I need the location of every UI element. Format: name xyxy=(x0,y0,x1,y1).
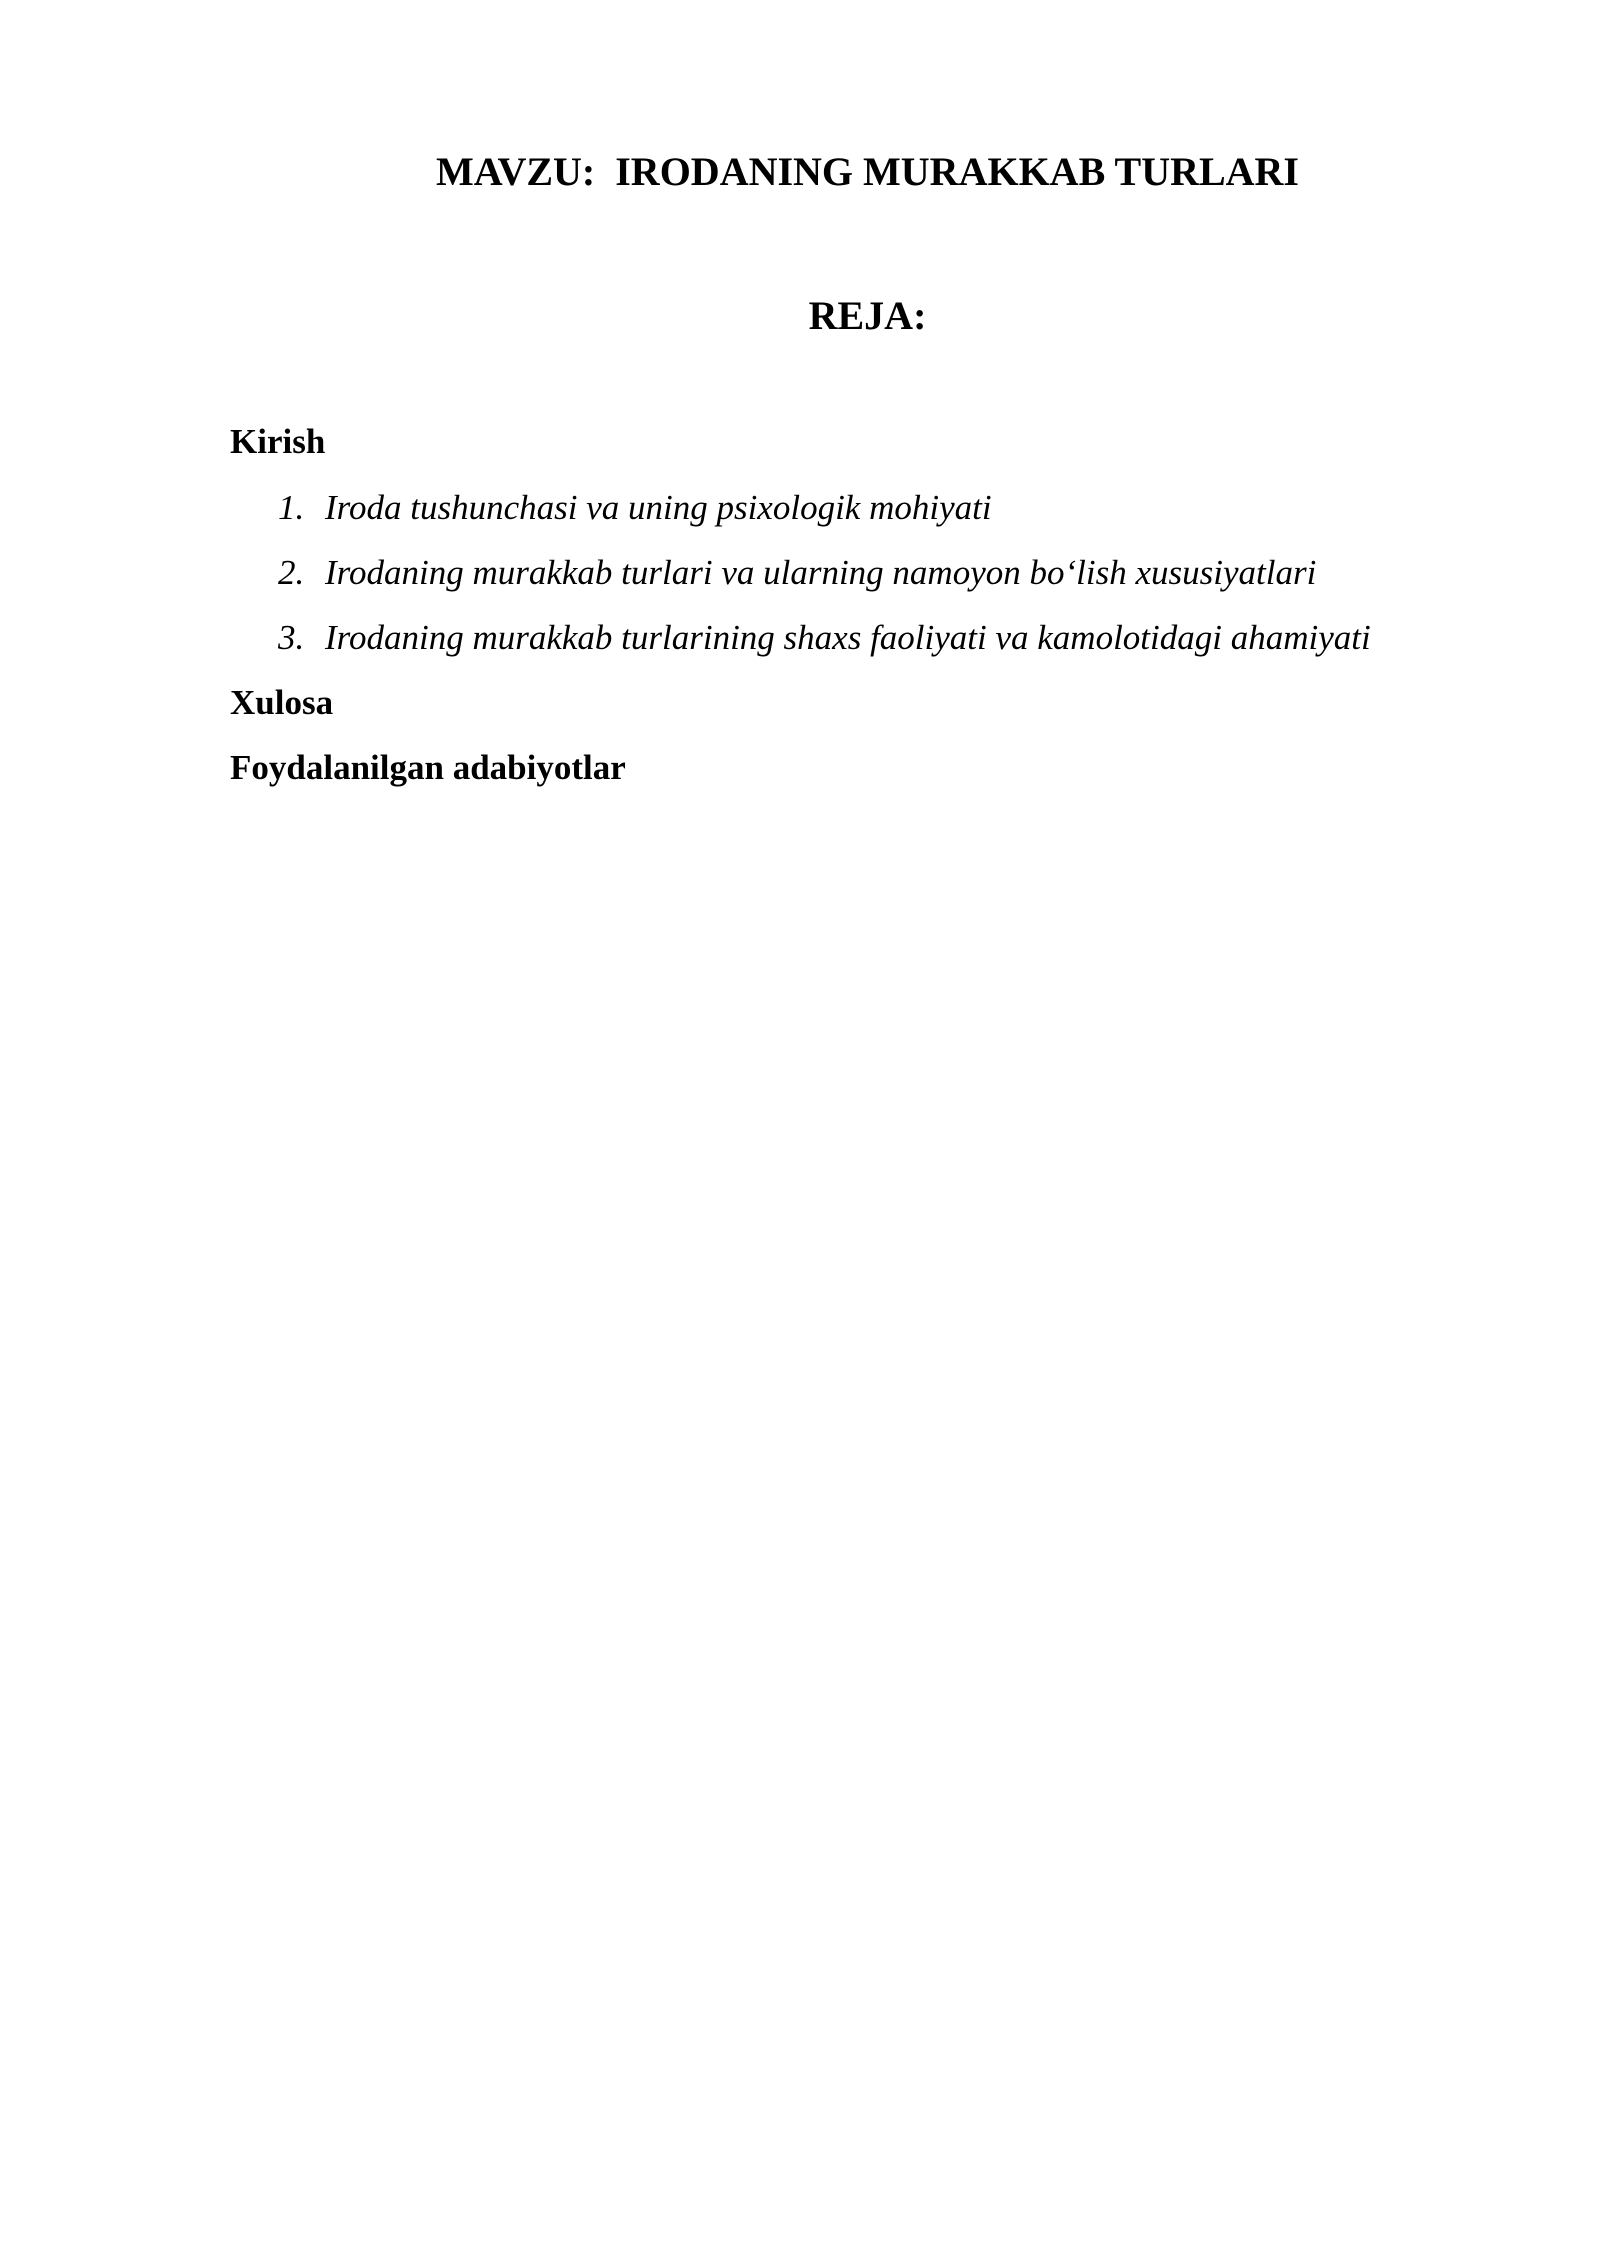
plan-item-text: Irodaning murakkab turlarining shaxs faoliyati va kamolotidagi ahamiyati xyxy=(325,618,1371,657)
plan-item-text: Irodaning murakkab turlari va ularning namoyon bo‘lish xususiyatlari xyxy=(325,553,1317,592)
plan-item-number: 3. xyxy=(278,618,305,657)
plan-item-number: 2. xyxy=(278,553,305,592)
plan-item-number: 1. xyxy=(278,488,305,527)
plan-heading: REJA: xyxy=(808,293,927,338)
plan-item xyxy=(278,553,1316,593)
document-title: MAVZU: IRODANING MURAKKAB TURLARI xyxy=(435,149,1299,194)
references-heading: Foydalanilgan adabiyotlar xyxy=(230,748,626,787)
intro-heading: Kirish xyxy=(230,422,326,461)
plan-item xyxy=(278,618,1371,658)
plan-item-text: Iroda tushunchasi va uning psixologik mohiyati xyxy=(325,488,992,527)
plan-item xyxy=(278,488,992,528)
conclusion-heading: Xulosa xyxy=(230,683,334,722)
